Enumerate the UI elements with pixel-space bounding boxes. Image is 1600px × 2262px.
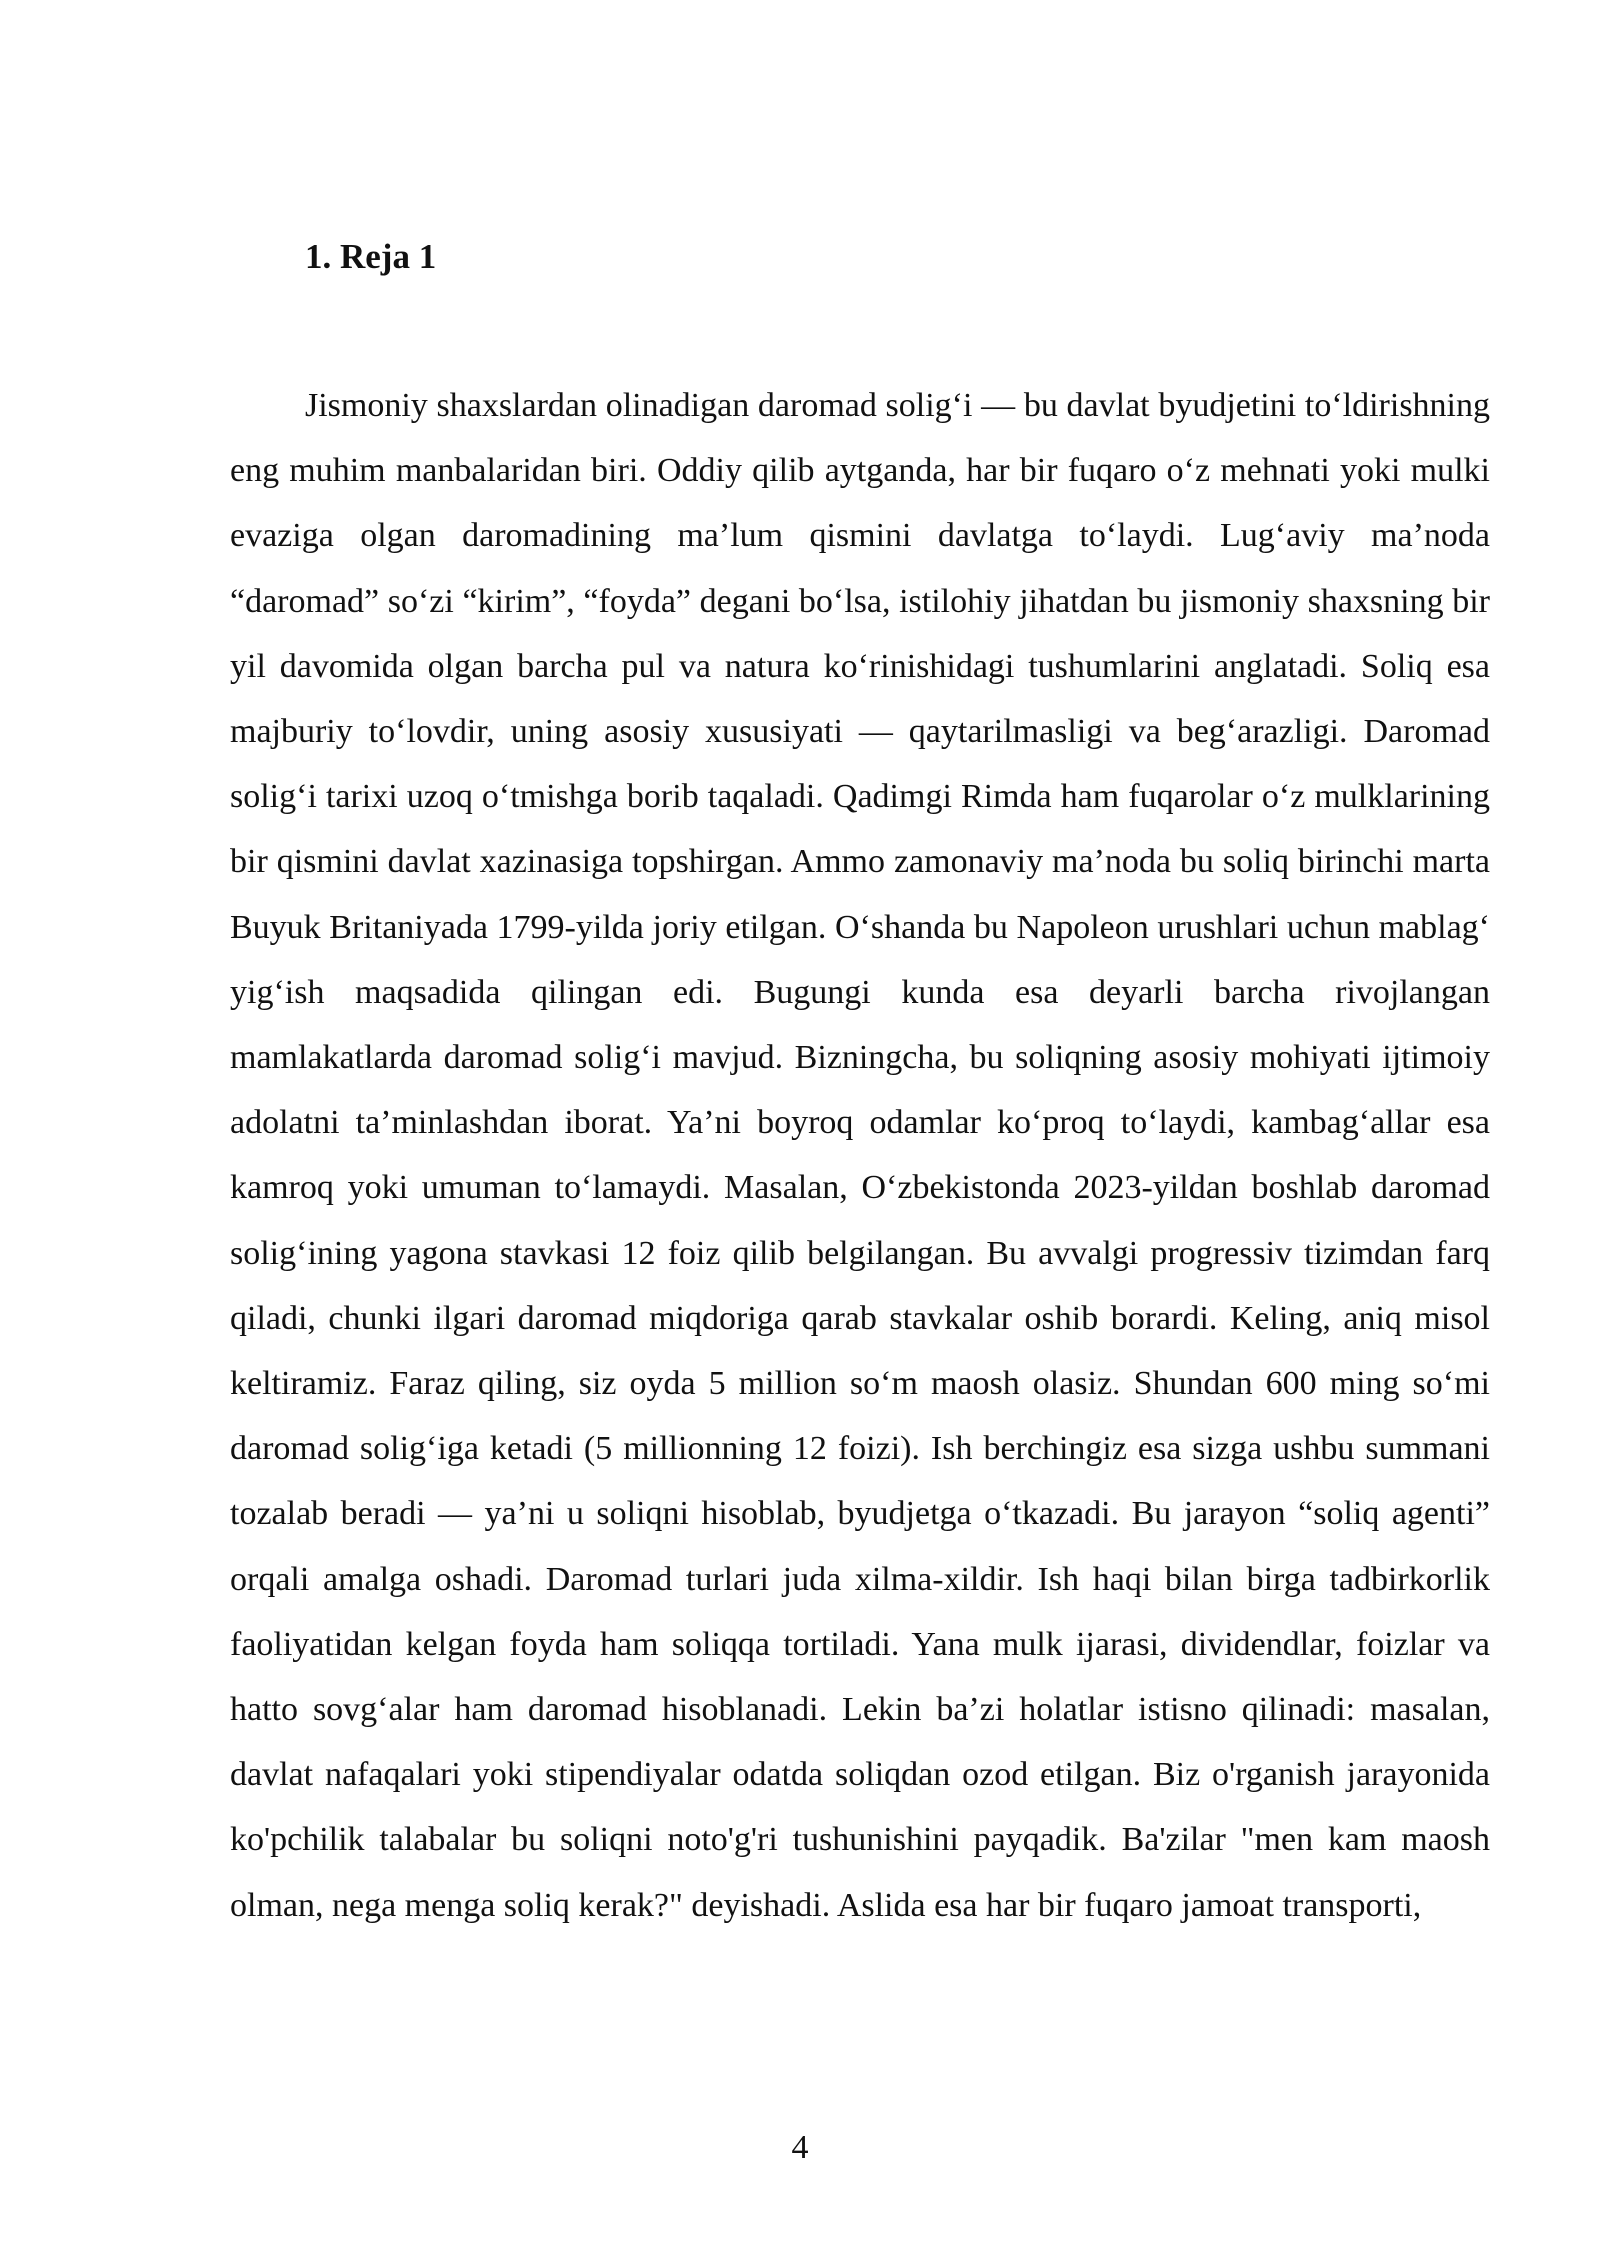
body-paragraph: Jismoniy shaxslardan olinadigan daromad solig‘i — bu davlat byudjetini to‘ldirishning eng muhim manbalaridan biri. Oddiy qilib aytganda, har bir fuqaro o‘z mehnati yoki mulki evaziga olgan daromadining ma’lum qismini davlatga to‘laydi. Lug‘aviy ma’noda “daromad” so‘zi “kirim”, “foyda” degani bo‘lsa, istilohiy jihatdan bu jismoniy shaxsning bir yil davomida olgan barcha pul va natura ko‘rinishidagi tushumlarini anglatadi. Soliq esa majburiy to‘lovdir, uning asosiy xususiyati — qaytarilmasligi va beg‘arazligi. Daromad solig‘i tarixi uzoq o‘tmishga borib taqaladi. Qadimgi Rimda ham fuqarolar o‘z mulklarining bir qismini davlat xazinasiga topshirgan. Ammo zamonaviy ma’noda bu soliq birinchi marta Buyuk Britaniyada 1799-yilda joriy etilgan. O‘shanda bu Napoleon urushlari uchun mablag‘ yig‘ish maqsadida qilingan edi. Bugungi kunda esa deyarli barcha rivojlangan mamlakatlarda daromad solig‘i mavjud. Bizningcha, bu soliqning asosiy mohiyati ijtimoiy adolatni ta’minlashdan iborat. Ya’ni boyroq odamlar ko‘proq to‘laydi, kambag‘allar esa kamroq yoki umuman to‘lamaydi. Masalan, O‘zbekistonda 2023-yildan boshlab daromad solig‘ining yagona stavkasi 12 foiz qilib belgilangan. Bu avvalgi progressiv tizimdan farq qiladi, chunki ilgari daromad miqdoriga qarab stavkalar oshib borardi. Keling, aniq misol keltiramiz. Faraz qiling, siz oyda 5 million so‘m maosh olasiz. Shundan 600 ming so‘mi daromad solig‘iga ketadi (5 millionning 12 foizi). Ish berchingiz esa sizga ushbu summani tozalab beradi — ya’ni u soliqni hisoblab, byudjetga o‘tkazadi. Bu jarayon “soliq agenti” orqali amalga oshadi. Daromad turlari juda xilma-xildir. Ish haqi bilan birga tadbirkorlik faoliyatidan kelgan foyda ham soliqqa tortiladi. Yana mulk ijarasi, dividendlar, foizlar va hatto sovg‘alar ham daromad hisoblanadi. Lekin ba’zi holatlar istisno qilinadi: masalan, davlat nafaqalari yoki stipendiyalar odatda soliqdan ozod etilgan. Biz o'rganish jarayonida ko'pchilik talabalar bu soliqni noto'g'ri tushunishini payqadik. Ba'zilar "men kam maosh olman, nega menga soliq kerak?" deyishadi. Aslida esa har bir fuqaro jamoat transporti,: [230, 387, 1490, 1924]
section-heading: 1. Reja 1: [305, 237, 437, 276]
page-number: 4: [791, 2129, 809, 2166]
